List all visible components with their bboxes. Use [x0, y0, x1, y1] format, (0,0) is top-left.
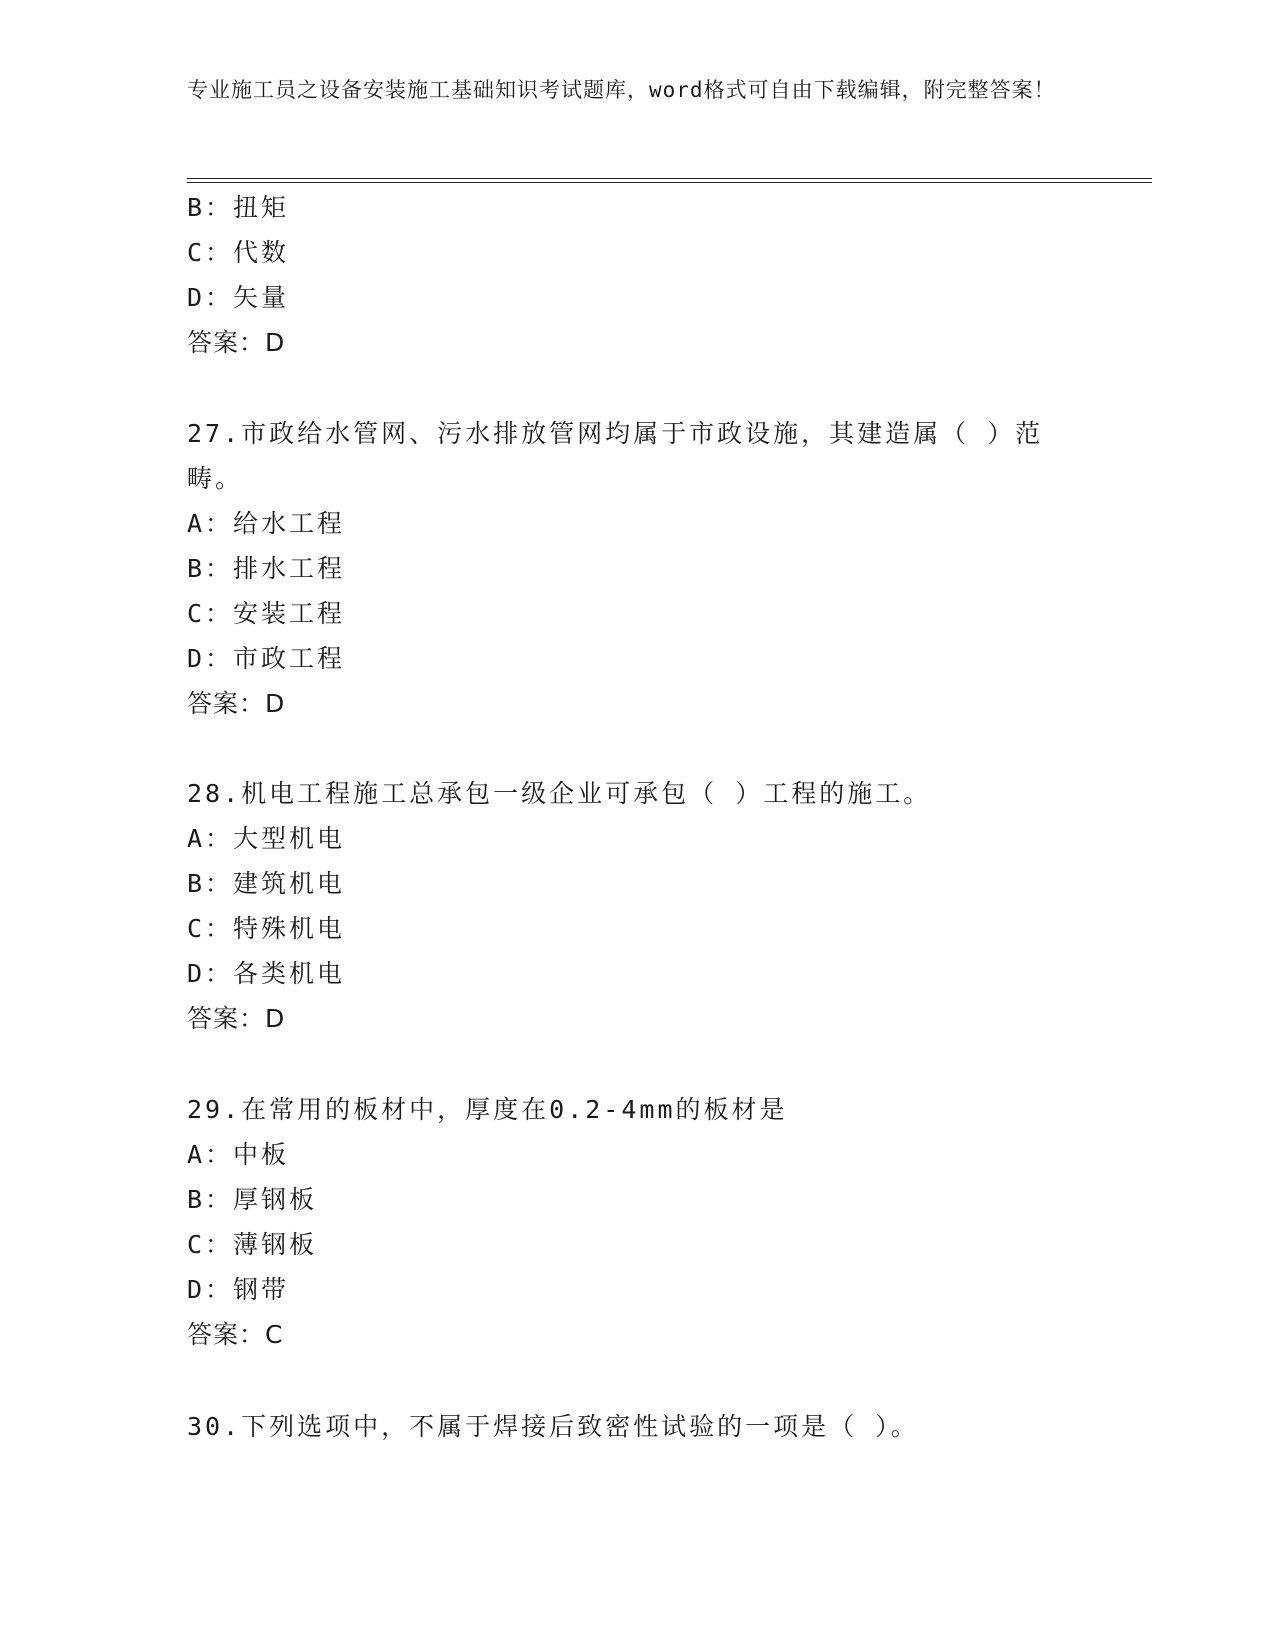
header-rule-top	[187, 178, 1152, 179]
header-rule-bottom	[187, 182, 1152, 183]
q29-option-a: A：中板	[187, 1140, 290, 1169]
q28-option-c: C：特殊机电	[187, 914, 346, 943]
q29-answer: 答案：C	[187, 1320, 284, 1349]
q26-option-c: C：代数	[187, 238, 290, 267]
q29-option-c: C：薄钢板	[187, 1230, 318, 1259]
q27-option-a: A：给水工程	[187, 509, 346, 538]
q27-option-d: D：市政工程	[187, 644, 346, 673]
q26-option-b: B：扭矩	[187, 193, 290, 222]
q28-option-b: B：建筑机电	[187, 869, 346, 898]
q28-option-d: D：各类机电	[187, 959, 346, 988]
q27-stem-line2: 畴。	[187, 464, 244, 493]
q26-answer: 答案：D	[187, 328, 286, 357]
document-header: 专业施工员之设备安装施工基础知识考试题库，word格式可自由下载编辑，附完整答案！	[187, 78, 1056, 102]
q29-option-d: D：钢带	[187, 1275, 290, 1304]
q28-stem-line1: 28.机电工程施工总承包一级企业可承包（ ）工程的施工。	[187, 779, 932, 808]
q28-option-a: A：大型机电	[187, 824, 346, 853]
q27-option-c: C：安装工程	[187, 599, 346, 628]
q27-stem-line1: 27.市政给水管网、污水排放管网均属于市政设施，其建造属（ ）范	[187, 419, 1044, 448]
q27-option-b: B：排水工程	[187, 554, 346, 583]
q29-stem-line1: 29.在常用的板材中，厚度在0.2-4mm的板材是	[187, 1095, 788, 1124]
q29-option-b: B：厚钢板	[187, 1185, 318, 1214]
q30-stem-line1: 30.下列选项中，不属于焊接后致密性试验的一项是（ ）。	[187, 1412, 919, 1441]
q26-option-d: D：矢量	[187, 283, 290, 312]
q27-answer: 答案：D	[187, 689, 286, 718]
q28-answer: 答案：D	[187, 1004, 286, 1033]
